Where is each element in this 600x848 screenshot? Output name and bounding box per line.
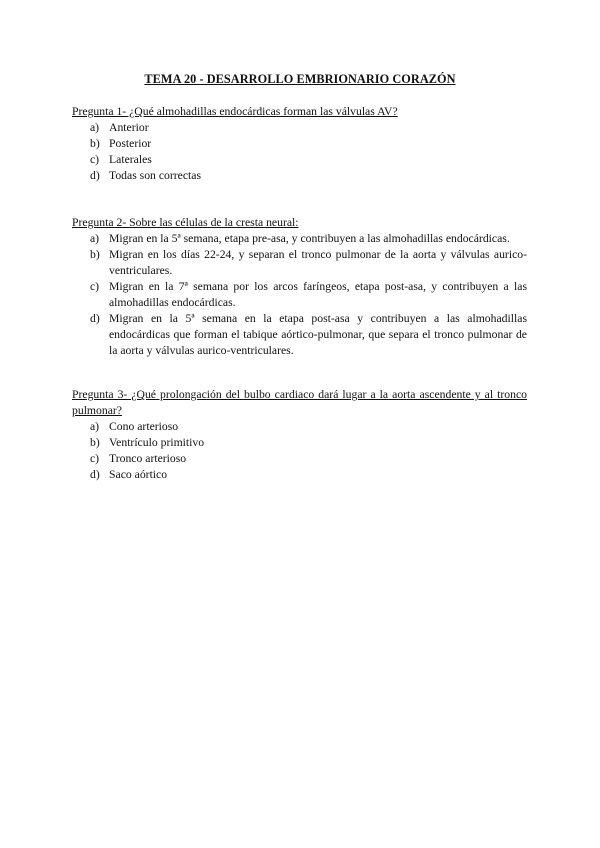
option-text: Saco aórtico (109, 468, 168, 481)
option-letter: d) (90, 468, 100, 481)
option-letter: c) (90, 452, 100, 465)
question-1 (72, 104, 527, 184)
option-text: Cono arterioso (109, 420, 179, 433)
option-letter: c) (90, 153, 100, 166)
option-d (72, 467, 527, 483)
options-list (72, 120, 527, 184)
option-letter: b) (90, 436, 100, 449)
option-text: Migran en la 7ª semana por los arcos faríngeos, etapa post-asa, y contribuyen a las almohadillas endocárdicas. (109, 280, 527, 309)
option-a (72, 419, 527, 435)
option-letter: b) (90, 248, 100, 261)
option-text: Todas son correctas (109, 169, 201, 182)
option-letter: a) (90, 232, 100, 245)
question-3 (72, 387, 527, 483)
option-b (72, 136, 527, 152)
option-text: Laterales (109, 153, 152, 166)
option-text: Tronco arterioso (109, 452, 187, 465)
option-text: Anterior (109, 121, 149, 134)
question-text: Pregunta 1- ¿Qué almohadillas endocárdicas forman las válvulas AV? (72, 105, 398, 118)
question-2 (72, 215, 527, 359)
option-letter: a) (90, 121, 100, 134)
option-letter: a) (90, 420, 100, 433)
option-letter: d) (90, 169, 100, 182)
option-b (72, 435, 527, 451)
option-letter: b) (90, 137, 100, 150)
options-list (72, 419, 527, 483)
option-letter: c) (90, 280, 100, 293)
option-d (72, 168, 527, 184)
option-text: Ventrículo primitivo (109, 436, 205, 449)
option-b (72, 247, 527, 279)
option-c (72, 279, 527, 311)
page-title: TEMA 20 - DESARROLLO EMBRIONARIO CORAZÓN (144, 72, 456, 86)
option-text: Posterior (109, 137, 152, 150)
option-letter: d) (90, 312, 100, 325)
option-text: Migran en los días 22-24, y separan el tronco pulmonar de la aorta y válvulas aurico-ventriculares. (109, 248, 527, 277)
question-text: Pregunta 3- ¿Qué prolongación del bulbo cardiaco dará lugar a la aorta ascendente y al tronco pulmonar? (72, 388, 527, 417)
option-text: Migran en la 5ª semana en la etapa post-asa y contribuyen a las almohadillas endocárdicas que forman el tabique aórtico-pulmonar, que separa el tronco pulmonar de la aorta y válvulas aurico-ventriculares. (109, 312, 527, 357)
option-a (72, 231, 527, 247)
option-d (72, 311, 527, 359)
question-text: Pregunta 2- Sobre las células de la cresta neural: (72, 216, 299, 229)
option-text: Migran en la 5ª semana, etapa pre-asa, y contribuyen a las almohadillas endocárdicas. (109, 232, 510, 245)
option-c (72, 152, 527, 168)
options-list (72, 231, 527, 359)
option-a (72, 120, 527, 136)
option-c (72, 451, 527, 467)
